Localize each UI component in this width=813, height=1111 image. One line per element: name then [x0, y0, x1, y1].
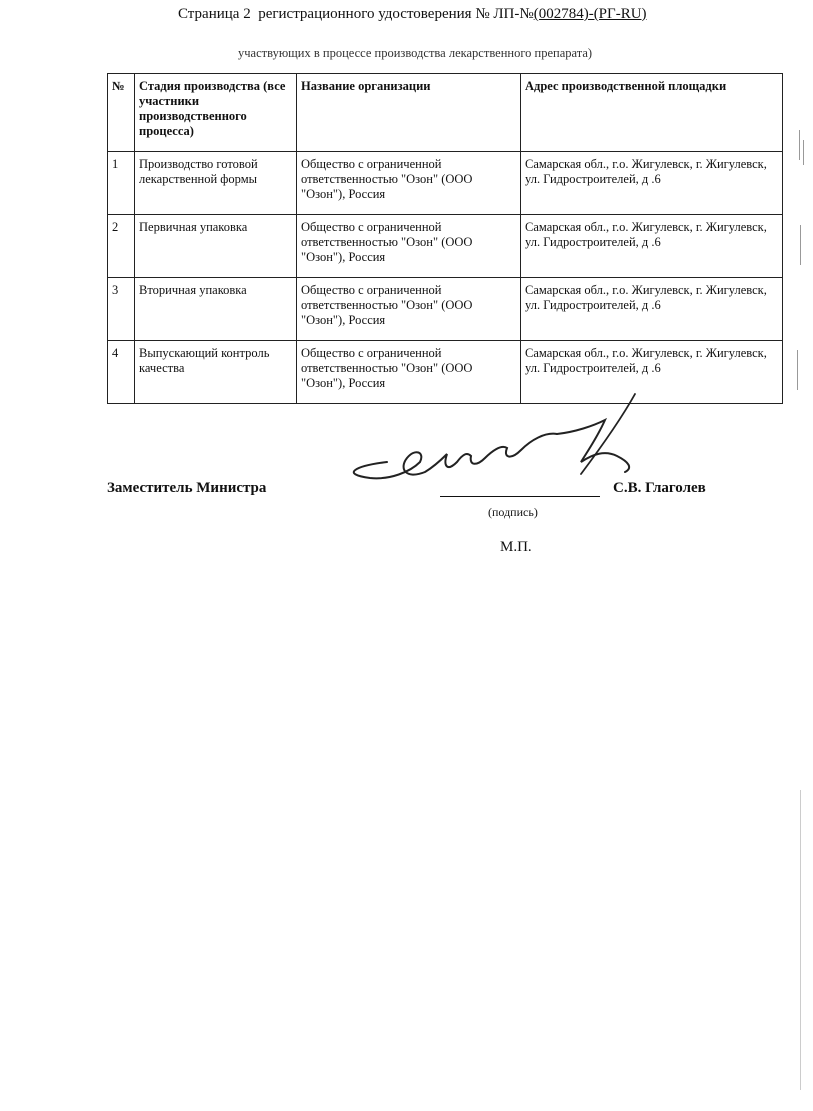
table-row — [108, 278, 783, 341]
cell-stage: Производство готовой лекарственной формы — [135, 152, 297, 215]
cell-organization: Общество с ограниченной ответственностью "Озон" (ООО "Озон"), Россия — [297, 278, 521, 341]
signature-caption: (подпись) — [488, 505, 538, 519]
cell-number: 4 — [108, 341, 135, 404]
scan-artifact — [797, 350, 798, 390]
page-header — [178, 6, 647, 23]
certificate-number: (002784)-(РГ-RU) — [533, 6, 647, 22]
cell-address: Самарская обл., г.о. Жигулевск, г. Жигулевск, ул. Гидростроителей, д .6 — [521, 341, 783, 404]
cell-number: 2 — [108, 215, 135, 278]
handwritten-signature — [335, 392, 655, 492]
cell-stage: Выпускающий контроль качества — [135, 341, 297, 404]
certificate-prefix: регистрационного удостоверения № ЛП-№ — [258, 6, 534, 22]
signature-line — [440, 496, 600, 497]
signatory-title: Заместитель Министра — [107, 480, 267, 496]
table-row — [108, 215, 783, 278]
column-header-organization: Название организации — [297, 74, 521, 152]
cell-stage: Вторичная упаковка — [135, 278, 297, 341]
column-header-number: № — [108, 74, 135, 152]
cell-number: 3 — [108, 278, 135, 341]
scan-artifact — [800, 790, 801, 1090]
cell-number: 1 — [108, 152, 135, 215]
column-header-address: Адрес производственной площадки — [521, 74, 783, 152]
production-sites-table — [107, 73, 783, 404]
scan-artifact — [803, 140, 804, 165]
cell-organization: Общество с ограниченной ответственностью "Озон" (ООО "Озон"), Россия — [297, 215, 521, 278]
column-header-stage: Стадия производства (все участники производственного процесса) — [135, 74, 297, 152]
table-header-row — [108, 74, 783, 152]
cell-address: Самарская обл., г.о. Жигулевск, г. Жигулевск, ул. Гидростроителей, д .6 — [521, 278, 783, 341]
cell-address: Самарская обл., г.о. Жигулевск, г. Жигулевск, ул. Гидростроителей, д .6 — [521, 215, 783, 278]
scan-artifact — [799, 130, 800, 160]
cell-organization: Общество с ограниченной ответственностью "Озон" (ООО "Озон"), Россия — [297, 152, 521, 215]
signatory-name: С.В. Глаголев — [613, 480, 706, 496]
scan-artifact — [800, 225, 801, 265]
cell-organization: Общество с ограниченной ответственностью "Озон" (ООО "Озон"), Россия — [297, 341, 521, 404]
cell-address: Самарская обл., г.о. Жигулевск, г. Жигулевск, ул. Гидростроителей, д .6 — [521, 152, 783, 215]
table-subheader: участвующих в процессе производства лекарственного препарата) — [238, 46, 593, 60]
stamp-placeholder: М.П. — [500, 539, 532, 555]
table-row — [108, 152, 783, 215]
page-label: Страница 2 — [178, 6, 251, 22]
cell-stage: Первичная упаковка — [135, 215, 297, 278]
